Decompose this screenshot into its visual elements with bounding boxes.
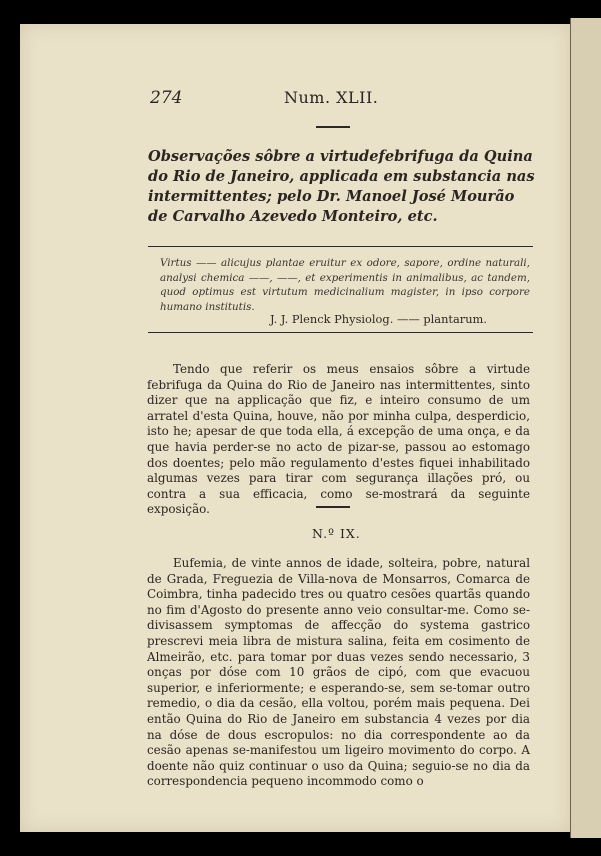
epigraph-top-rule <box>148 246 533 247</box>
facing-page-edge <box>570 18 601 838</box>
epigraph-text: Virtus —— alicujus plantae eruitur ex odore, sapore, ordine naturali, analysi chemica ——, ——, et experimentis in animalibus, ac tandem, quod optimus est virtutum medicinalium magister, in ipso corpore humano institutis. <box>160 257 530 313</box>
epigraph-bottom-rule <box>148 332 533 333</box>
number-heading: Num. XLII. <box>284 88 379 107</box>
intro-paragraph: Tendo que referir os meus ensaios sôbre a virtude febrifuga da Quina do Rio de Janeiro nas intermittentes, sinto dizer que na applicação que fiz, e inteiro consumo de um arratel d'esta Quina, houve, não por minha culpa, desperdicio, isto he; apesar de que toda ella, á excepção de uma onça, e da que havia perder-se no acto de pizar-se, passou ao estomago dos doentes; pelo mão regulamento d'estes fiquei inhabilitado algumas vezes para tirar com segurança illações pró, ou contra a sua efficacia, como se-mostrará da seguinte exposição. <box>147 362 530 517</box>
epigraph-attribution: J. J. Plenck Physiolog. —— plantarum. <box>270 312 487 326</box>
section-rule <box>316 506 350 508</box>
header-rule <box>316 126 350 128</box>
article-title: Observações sôbre a virtudefebrifuga da Quina do Rio de Janeiro, applicada em substancia nas intermittentes; pelo Dr. Manoel José Mourão de Carvalho Azevedo Monteiro, etc. <box>148 148 535 225</box>
case-number: N.º IX. <box>312 526 361 541</box>
running-header <box>150 88 450 108</box>
case-paragraph: Eufemia, de vinte annos de idade, solteira, pobre, natural de Grada, Freguezia de Villa-nova de Monsarros, Comarca de Coimbra, tinha padecido tres ou quatro cesões quartãs quando no fim d'Agosto do presente anno veio consultar-me. Como se-divisassem symptomas de affecção do systema gastrico prescrevi meia libra de mistura salina, feita em cosimento de Almeirão, etc. para tomar por duas vezes sendo necessario, 3 onças por dóse com 10 grãos de cipó, com que evacuou superior, e inferiormente; e esperando-se, sem se-tomar outro remedio, o dia da cesão, ella voltou, porém mais pequena. Dei então Quina do Rio de Janeiro em substancia 4 vezes por dia na dóse de dous escropulos: no dia correspondente ao da cesão apenas se-manifestou um ligeiro movimento do corpo. A doente não quiz continuar o uso da Quina; seguio-se no dia da correspondencia pequeno incommodo como o <box>147 556 530 789</box>
page-number: 274 <box>150 88 183 108</box>
